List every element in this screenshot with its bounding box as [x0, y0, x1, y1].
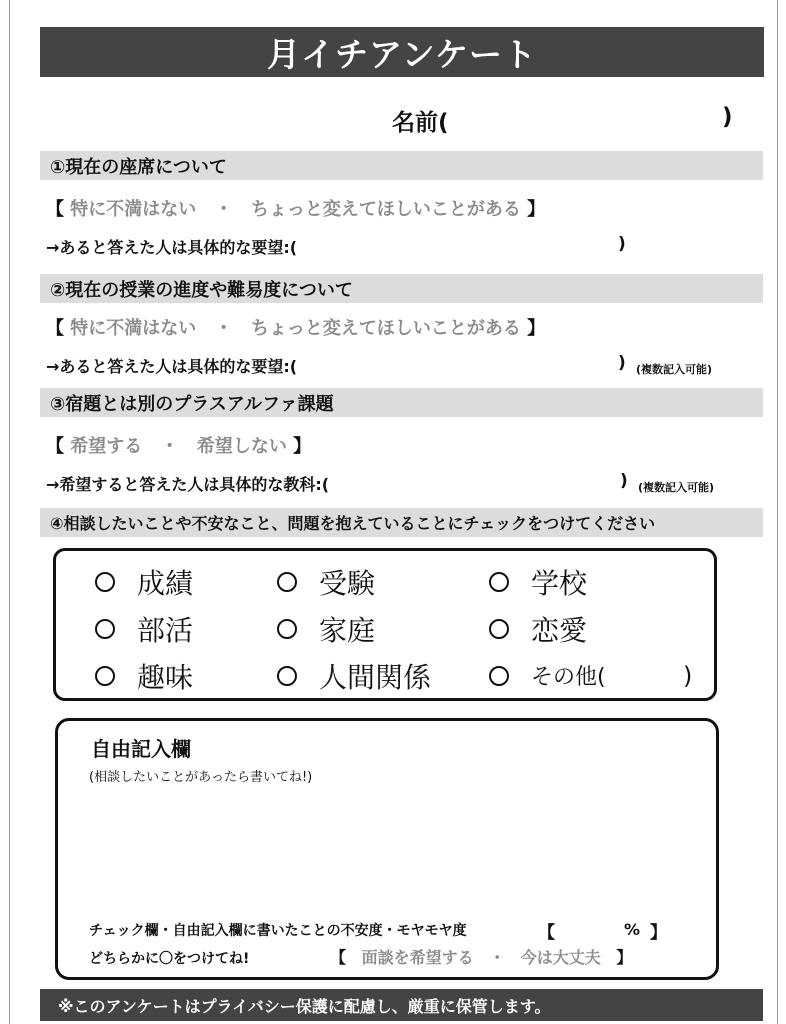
name-label: 名前(: [392, 110, 449, 136]
bracket-close: 】: [293, 436, 312, 457]
checkbox-circle-icon[interactable]: [489, 619, 509, 639]
checkbox-circle-icon[interactable]: [95, 666, 115, 686]
checkbox-circle-icon[interactable]: [95, 572, 115, 592]
checkbox-circle-icon[interactable]: [489, 666, 509, 686]
section2-options: [46, 314, 545, 340]
check-item-label: 趣味: [137, 661, 194, 694]
check-item-other[interactable]: [489, 660, 606, 691]
check-item-school[interactable]: [489, 562, 587, 602]
section2-request-label: →あると答えた人は具体的な要望:(: [46, 357, 298, 376]
separator: ・: [489, 948, 506, 967]
section3-option-want[interactable]: 希望する: [70, 436, 143, 457]
check-item-romance[interactable]: [489, 609, 587, 649]
separator: ・: [160, 436, 179, 457]
free-entry-note: (相談したいことがあったら書いてね!): [89, 770, 313, 785]
page-title: 月イチアンケート: [40, 27, 764, 77]
check-item-relationships[interactable]: [277, 656, 431, 696]
section2-option-change[interactable]: ちょっと変えてほしいことがある: [250, 318, 521, 339]
bracket-close: 】: [527, 199, 546, 220]
interview-options: [330, 945, 632, 968]
section1-options: [46, 195, 545, 221]
check-item-family[interactable]: [277, 609, 375, 649]
page-edge-left: [9, 0, 10, 1024]
section3-options: [46, 432, 311, 458]
interview-option-fine[interactable]: 今は大丈夫: [520, 948, 601, 967]
section4-heading: ④相談したいことや不安なこと、問題を抱えていることにチェックをつけてください: [40, 508, 763, 537]
check-item-club[interactable]: [95, 609, 193, 649]
bracket-open: 【: [46, 199, 64, 220]
bracket-open: 【: [46, 318, 64, 339]
bracket-open: 【: [330, 948, 347, 967]
check-item-label: その他(: [531, 665, 606, 690]
section3-heading: ③宿題とは別のプラスアルファ課題: [40, 388, 763, 417]
check-item-label: 受験: [319, 567, 376, 600]
section1-request-close: ): [618, 234, 626, 254]
checkbox-circle-icon[interactable]: [95, 619, 115, 639]
section1-request-label: →あると答えた人は具体的な要望:(: [46, 238, 298, 257]
checkbox-circle-icon[interactable]: [489, 572, 509, 592]
section3-request-label: →希望すると答えた人は具体的な教科:(: [46, 475, 330, 494]
page-edge-right: [777, 0, 778, 1024]
other-close-paren: ): [683, 662, 693, 690]
section3-multi-note: (複数記入可能): [638, 481, 715, 494]
checkbox-circle-icon[interactable]: [277, 666, 297, 686]
check-item-label: 恋愛: [531, 614, 588, 647]
free-entry-title: 自由記入欄: [91, 737, 191, 761]
worry-bracket-close: 】: [650, 923, 667, 943]
check-item-label: 学校: [531, 567, 588, 600]
section2-heading: ②現在の授業の進度や難易度について: [40, 274, 763, 303]
section3-request-close: ): [620, 471, 628, 491]
circle-instruction: どちらかに〇をつけてね!: [89, 951, 250, 967]
separator: ・: [214, 199, 233, 220]
check-item-label: 人間関係: [319, 661, 432, 694]
check-item-hobby[interactable]: [95, 656, 193, 696]
check-item-grades[interactable]: [95, 562, 193, 602]
bracket-close: 】: [616, 948, 633, 967]
section2-multi-note: (複数記入可能): [636, 363, 713, 376]
name-close-paren: ): [722, 104, 733, 130]
worry-level-label: チェック欄・自由記入欄に書いたことの不安度・モヤモヤ度: [89, 923, 467, 939]
separator: ・: [214, 318, 233, 339]
check-item-exam[interactable]: [277, 562, 375, 602]
section1-option-no-complaint[interactable]: 特に不満はない: [70, 199, 197, 220]
check-item-label: 部活: [137, 614, 194, 647]
interview-option-request[interactable]: 面談を希望する: [361, 948, 474, 967]
worry-percent-unit: %: [624, 920, 641, 939]
section3-option-dont-want[interactable]: 希望しない: [196, 436, 287, 457]
checkbox-circle-icon[interactable]: [277, 572, 297, 592]
privacy-footer: ※このアンケートはプライバシー保護に配慮し、厳重に保管します。: [40, 989, 763, 1021]
section2-request-close: ): [618, 353, 626, 373]
bracket-open: 【: [46, 436, 64, 457]
section1-heading: ①現在の座席について: [40, 151, 763, 180]
checkbox-circle-icon[interactable]: [277, 619, 297, 639]
check-item-label: 家庭: [319, 614, 376, 647]
section1-option-change[interactable]: ちょっと変えてほしいことがある: [250, 199, 521, 220]
worry-bracket-open: 【: [538, 923, 555, 943]
check-item-label: 成績: [137, 567, 194, 600]
section2-option-no-complaint[interactable]: 特に不満はない: [70, 318, 197, 339]
bracket-close: 】: [527, 318, 546, 339]
